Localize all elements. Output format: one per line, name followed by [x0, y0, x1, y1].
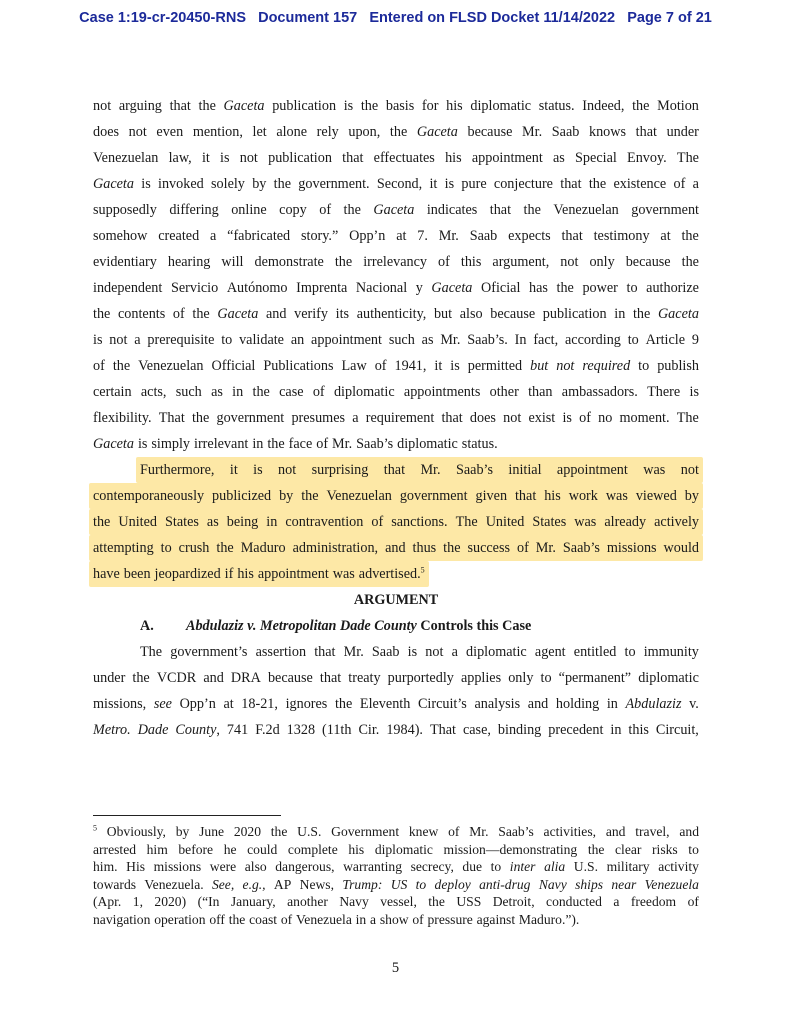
highlighted-line: the United States as being in contravention of sanctions. The United States was already actively [89, 509, 703, 535]
paragraph-3 [93, 639, 699, 743]
subsection-heading [93, 613, 699, 639]
body-line: missions, see Opp’n at 18-21, ignores the Eleventh Circuit’s analysis and holding in Abdulaziz v. [93, 696, 699, 712]
body-line: Gaceta is simply irrelevant in the face of Mr. Saab’s diplomatic status. [93, 436, 498, 452]
footnote-line: navigation operation off the coast of Venezuela in a show of pressure against Maduro.”). [93, 911, 580, 927]
footnote-line: (Apr. 1, 2020) (“In January, another Navy vessel, the USS Detroit, conducted a freedom of [93, 894, 699, 909]
body-line: the contents of the Gaceta and verify its authenticity, but also because publication in the Gaceta [93, 306, 699, 322]
highlighted-line: contemporaneously publicized by the Venezuelan government given that his work was viewed by [89, 483, 703, 509]
body-line: is not a prerequisite to validate an appointment such as Mr. Saab’s. In fact, according to Article 9 [93, 332, 699, 348]
document-number: Document 157 [258, 10, 358, 26]
footnote-line: him. His missions were also dangerous, warranting secrecy, due to inter alia U.S. military activity [93, 859, 699, 874]
body-line: evidentiary hearing will demonstrate the irrelevancy of this argument, not only because the [93, 254, 699, 270]
subsection-title-tail: Controls this Case [420, 618, 532, 634]
docket-header [0, 10, 791, 26]
body-line: independent Servicio Autónomo Imprenta Nacional y Gaceta Oficial has the power to authorize [93, 280, 699, 296]
footnote-line: towards Venezuela. See, e.g., AP News, Trump: US to deploy anti-drug Navy ships near Venezuela [93, 876, 699, 892]
body-text [93, 93, 699, 743]
subsection-letter: A. [140, 618, 154, 634]
page-number: 5 [391, 960, 400, 976]
section-heading: ARGUMENT [353, 592, 439, 608]
footnote-number: 5 [93, 823, 97, 833]
page-of-total: Page 7 of 21 [627, 10, 712, 26]
case-number: Case 1:19-cr-20450-RNS [79, 10, 246, 26]
highlighted-line: Furthermore, it is not surprising that Mr. Saab’s initial appointment was not [136, 457, 703, 483]
body-line: does not even mention, let alone rely upon, the Gaceta because Mr. Saab knows that under [93, 124, 699, 140]
body-line: Gaceta is invoked solely by the government. Second, it is pure conjecture that the existence of a [93, 176, 699, 192]
body-line: certain acts, such as in the case of diplomatic appointments other than ambassadors. There is [93, 384, 699, 400]
body-line: not arguing that the Gaceta publication is the basis for his diplomatic status. Indeed, the Motion [93, 98, 699, 114]
body-line: somehow created a “fabricated story.” Opp’n at 7. Mr. Saab expects that testimony at the [93, 228, 699, 244]
paragraph-1 [93, 93, 699, 457]
highlighted-line: have been jeopardized if his appointment was advertised.$^5$ [89, 561, 429, 587]
highlighted-line: attempting to crush the Maduro administration, and thus the success of Mr. Saab’s missions would [89, 535, 703, 561]
body-line: of the Venezuelan Official Publications Law of 1941, it is permitted but not required to publish [93, 358, 699, 374]
body-line: Venezuelan law, it is not publication that effectuates his appointment as Special Envoy. The [93, 150, 699, 166]
body-line: The government’s assertion that Mr. Saab is not a diplomatic agent entitled to immunity [140, 644, 699, 660]
footnote-5 [93, 823, 699, 928]
subsection-case-name: Abdulaziz v. Metropolitan Dade County [186, 618, 417, 634]
footnote-line: $^5$ Obviously, by June 2020 the U.S. Government knew of Mr. Saab’s activities, and travel, and [93, 823, 699, 839]
paragraph-2-highlighted [93, 457, 699, 587]
body-line: under the VCDR and DRA because that treaty purportedly applies only to “permanent” diplomatic [93, 670, 699, 686]
body-line: supposedly differing online copy of the Gaceta indicates that the Venezuelan government [93, 202, 699, 218]
body-line: flexibility. That the government presumes a requirement that does not exist is of no moment. The [93, 410, 699, 426]
docket-entry: Entered on FLSD Docket 11/14/2022 [369, 10, 616, 26]
footnote-line: arrested him before he could complete his diplomatic mission—demonstrating the clear risks to [93, 841, 699, 857]
footnote-reference[interactable]: 5 [420, 565, 425, 575]
footnote-divider [93, 815, 281, 816]
body-line: Metro. Dade County, 741 F.2d 1328 (11th Cir. 1984). That case, binding precedent in this Circuit, [93, 722, 699, 738]
